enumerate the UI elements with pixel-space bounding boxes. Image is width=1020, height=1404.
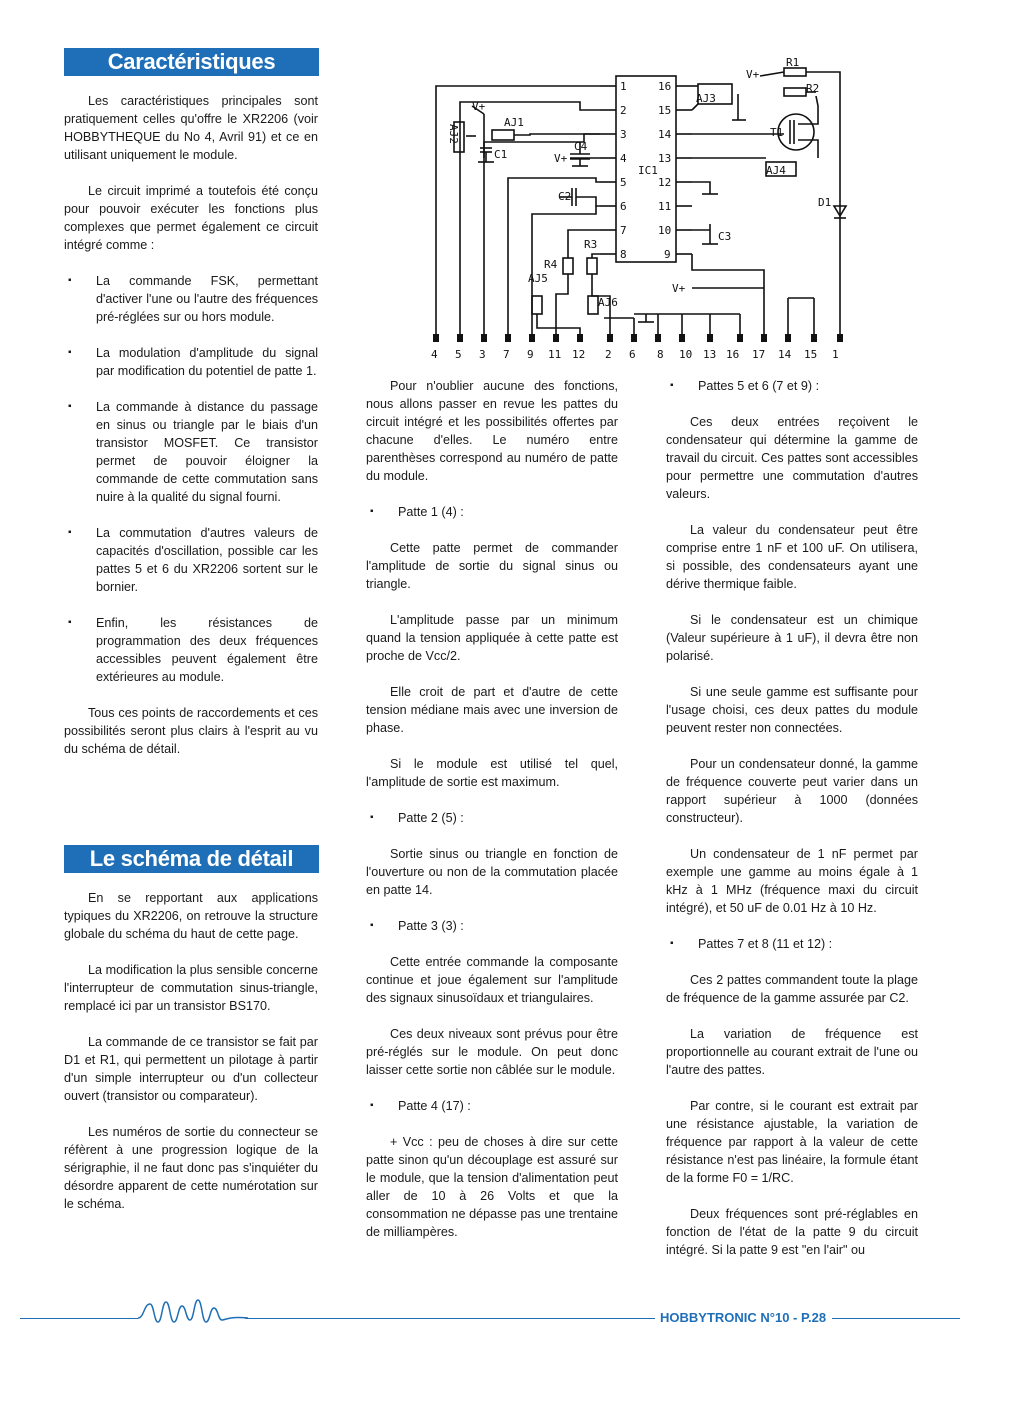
ic-pin-label: 9 bbox=[664, 248, 671, 261]
ic-pin-label: 12 bbox=[658, 176, 672, 189]
ic-pin-label: 7 bbox=[620, 224, 627, 237]
component-label: V+ bbox=[746, 68, 760, 81]
ic-pin-label: 16 bbox=[658, 80, 672, 93]
ic-pin-label: 10 bbox=[658, 224, 672, 237]
paragraph: La variation de fréquence est proportionnelle au courant extrait de l'une ou l'autre des pattes. bbox=[666, 1027, 918, 1077]
paragraph: Tous ces points de raccordements et ces possibilités seront plus clairs à l'esprit au vu du schéma de détail. bbox=[64, 706, 318, 756]
bullet-heading: ▪ Patte 2 (5) : bbox=[366, 809, 618, 827]
connector-number: 4 bbox=[431, 348, 438, 361]
connector-number: 13 bbox=[703, 348, 717, 361]
footer-rule bbox=[245, 1318, 655, 1319]
paragraph: Ces deux niveaux sont prévus pour être pré-réglés sur le module. On peut donc laisser cette sortie non câblée sur le module. bbox=[366, 1027, 618, 1077]
paragraph: Les numéros de sortie du connecteur se réfèrent à une progression logique de la sérigraphie, il ne faut donc pas s'inquiéter du désordre apparent de cette numérotation sur le schéma. bbox=[64, 1125, 318, 1211]
paragraph: La commande de ce transistor se fait par D1 et R1, qui permettent un pilotage à partir d'un simple interrupteur ou d'un collecteur ouvert (transistor ou comparateur). bbox=[64, 1035, 318, 1103]
footer-rule bbox=[20, 1318, 138, 1319]
paragraph: Pour n'oublier aucune des fonctions, nous allons passer en revue les pattes du circuit intégré et les possibilités offertes par chacune d'elles. Le numéro entre parenthèses correspond au numéro de patte du module. bbox=[366, 379, 618, 483]
component-label: AJ4 bbox=[766, 164, 786, 177]
circuit-schematic bbox=[420, 58, 860, 364]
connector-number: 14 bbox=[778, 348, 792, 361]
ic-pin-label: 13 bbox=[658, 152, 672, 165]
ic-pin-label: 4 bbox=[620, 152, 627, 165]
connector-number: 3 bbox=[479, 348, 486, 361]
connector-number: 16 bbox=[726, 348, 740, 361]
paragraph: Par contre, si le courant est extrait par une résistance ajustable, la variation de fréquence par rapport à la valeur de cette résistance n'est pas linéaire, la formule étant de la forme F0 = 1/RC. bbox=[666, 1099, 918, 1185]
connector-number: 1 bbox=[832, 348, 839, 361]
component-label: C4 bbox=[574, 140, 588, 153]
component-label: V+ bbox=[672, 282, 686, 295]
paragraph: + Vcc : peu de choses à dire sur cette patte sinon qu'un découplage est assuré sur le module, que la tension d'alimentation peut aller de 10 à 26 Volts et que la consommation ne dépasse pas une trentaine de milliampères. bbox=[366, 1135, 618, 1239]
component-label: R1 bbox=[786, 58, 800, 69]
component-label: AJ5 bbox=[528, 272, 548, 285]
bullet-heading: ▪ Patte 4 (17) : bbox=[366, 1097, 618, 1115]
paragraph: Cette entrée commande la composante continue et joue également sur l'amplitude des signaux sinusoïdaux et triangulaires. bbox=[366, 955, 618, 1005]
ic-pin-label: 3 bbox=[620, 128, 627, 141]
connector-number: 6 bbox=[629, 348, 636, 361]
connector-number: 17 bbox=[752, 348, 766, 361]
paragraph: Si le condensateur est un chimique (Valeur supérieure à 1 uF), il devra être non polarisé. bbox=[666, 613, 918, 663]
ic-pin-label: 15 bbox=[658, 104, 672, 117]
connector-number: 7 bbox=[503, 348, 510, 361]
bullet-heading: ▪ Patte 3 (3) : bbox=[366, 917, 618, 935]
paragraph: Le circuit imprimé a toutefois été conçu pour pouvoir exécuter les fonctions plus complexes que permet également ce circuit intégré comme : bbox=[64, 184, 318, 252]
paragraph: La valeur du condensateur peut être comprise entre 1 nF et 100 uF. On utilisera, si possible, des condensateurs ayant une dérive thermique faible. bbox=[666, 523, 918, 591]
component-label: AJ3 bbox=[696, 92, 716, 105]
ic-pin-label: 5 bbox=[620, 176, 627, 189]
component-label: D1 bbox=[818, 196, 832, 209]
paragraph: Si une seule gamme est suffisante pour l'usage choisi, ces deux pattes du module peuvent rester non connectées. bbox=[666, 685, 918, 735]
ic-pin-label: 8 bbox=[620, 248, 627, 261]
paragraph: Elle croit de part et d'autre de cette tension médiane mais avec une inversion de phase. bbox=[366, 685, 618, 735]
component-label: V+ bbox=[472, 100, 486, 113]
ic-pin-label: 6 bbox=[620, 200, 627, 213]
bullet-heading: ▪ Pattes 5 et 6 (7 et 9) : bbox=[666, 377, 918, 395]
paragraph: La modification la plus sensible concerne l'interrupteur de commutation sinus-triangle, remplacé ici par un transistor BS170. bbox=[64, 963, 318, 1013]
paragraph: Si le module est utilisé tel quel, l'amplitude de sortie est maximum. bbox=[366, 757, 618, 789]
ic-pin-label: 14 bbox=[658, 128, 672, 141]
paragraph: Cette patte permet de commander l'amplitude de sortie du signal sinus ou triangle. bbox=[366, 541, 618, 591]
paragraph: Les caractéristiques principales sont pratiquement celles qu'offre le XR2206 (voir HOBBYTHEQUE du No 4, Avril 91) et ce en utilisant uniquement le module. bbox=[64, 94, 318, 162]
connector-number: 5 bbox=[455, 348, 462, 361]
bullet-item: ▪ La modulation d'amplitude du signal par modification du potentiel de patte 1. bbox=[64, 344, 318, 380]
ic-pin-label: 11 bbox=[658, 200, 672, 213]
component-label: R3 bbox=[584, 238, 598, 251]
bullet-item: ▪ La commande FSK, permettant d'activer l'une ou l'autre des fréquences pré-réglées sur ou hors module. bbox=[64, 272, 318, 326]
component-label: R2 bbox=[806, 82, 820, 95]
component-label: AJ1 bbox=[504, 116, 524, 129]
heading-caracteristiques: Caractéristiques bbox=[64, 48, 319, 76]
connector-number: 8 bbox=[657, 348, 664, 361]
paragraph: L'amplitude passe par un minimum quand la tension appliquée à cette patte est proche de Vcc/2. bbox=[366, 613, 618, 663]
component-label: C1 bbox=[494, 148, 508, 161]
paragraph: Pour un condensateur donné, la gamme de fréquence couverte peut varier dans un rapport supérieur à 1000 (données constructeur). bbox=[666, 757, 918, 825]
paragraph: Ces deux entrées reçoivent le condensateur qui détermine la gamme de travail du circuit. Ces pattes sont accessibles pour permettre une commutation d'autres valeurs. bbox=[666, 415, 918, 501]
waveform-logo bbox=[138, 1296, 248, 1326]
ic-label: IC1 bbox=[638, 164, 658, 177]
component-label: T1 bbox=[770, 126, 784, 139]
connector-number: 9 bbox=[527, 348, 534, 361]
connector-number: 12 bbox=[572, 348, 586, 361]
middle-column bbox=[366, 377, 618, 1259]
bullet-item: ▪ La commutation d'autres valeurs de capacités d'oscillation, possible car les pattes 5 et 6 du XR2206 sortent sur le bornier. bbox=[64, 524, 318, 596]
paragraph: En se repportant aux applications typiques du XR2206, on retrouve la structure globale du schéma du haut de cette page. bbox=[64, 891, 318, 941]
bullet-item: ▪ La commande à distance du passage en sinus ou triangle par le biais d'un transistor MOSFET. Ce transistor permet de pouvoir éloigner la commande de cette commutation sans nuire à la qualité du signal fourni. bbox=[64, 398, 318, 506]
connector-number: 15 bbox=[804, 348, 818, 361]
ic-pin-label: 2 bbox=[620, 104, 627, 117]
left-column bbox=[64, 92, 318, 776]
bullet-heading: ▪ Pattes 7 et 8 (11 et 12) : bbox=[666, 935, 918, 953]
right-column bbox=[666, 377, 918, 1277]
paragraph: Deux fréquences sont pré-réglables en fonction de l'état de la patte 9 du circuit intégré. Si la patte 9 est "en l'air" ou bbox=[666, 1207, 918, 1257]
component-label: V+ bbox=[554, 152, 568, 165]
paragraph: Sortie sinus ou triangle en fonction de l'ouverture ou non de la commutation placée en patte 14. bbox=[366, 847, 618, 897]
bullet-item: ▪ Enfin, les résistances de programmation des deux fréquences accessibles peuvent également être extérieures au module. bbox=[64, 614, 318, 686]
footer-rule bbox=[832, 1318, 960, 1319]
bullet-heading: ▪ Patte 1 (4) : bbox=[366, 503, 618, 521]
component-label: C2 bbox=[558, 190, 572, 203]
ic-pin-label: 1 bbox=[620, 80, 627, 93]
connector-number: 11 bbox=[548, 348, 562, 361]
component-label: C3 bbox=[718, 230, 732, 243]
paragraph: Un condensateur de 1 nF permet par exemple une gamme au moins égale à 1 kHz à 1 MHz (fréquence maxi du circuit intégré), et 50 uF de 0.01 Hz à 10 Hz. bbox=[666, 847, 918, 915]
component-label: AJ6 bbox=[598, 296, 618, 309]
connector-number: 2 bbox=[605, 348, 612, 361]
component-label: AJ2 bbox=[447, 124, 460, 144]
paragraph: Ces 2 pattes commandent toute la plage de fréquence de la gamme assurée par C2. bbox=[666, 973, 918, 1005]
page-footer: HOBBYTRONIC N°10 - P.28 bbox=[660, 1310, 827, 1325]
heading-schema-detail: Le schéma de détail bbox=[64, 845, 319, 873]
component-label: R4 bbox=[544, 258, 558, 271]
left-column-lower bbox=[64, 889, 318, 1231]
connector-number: 10 bbox=[679, 348, 693, 361]
